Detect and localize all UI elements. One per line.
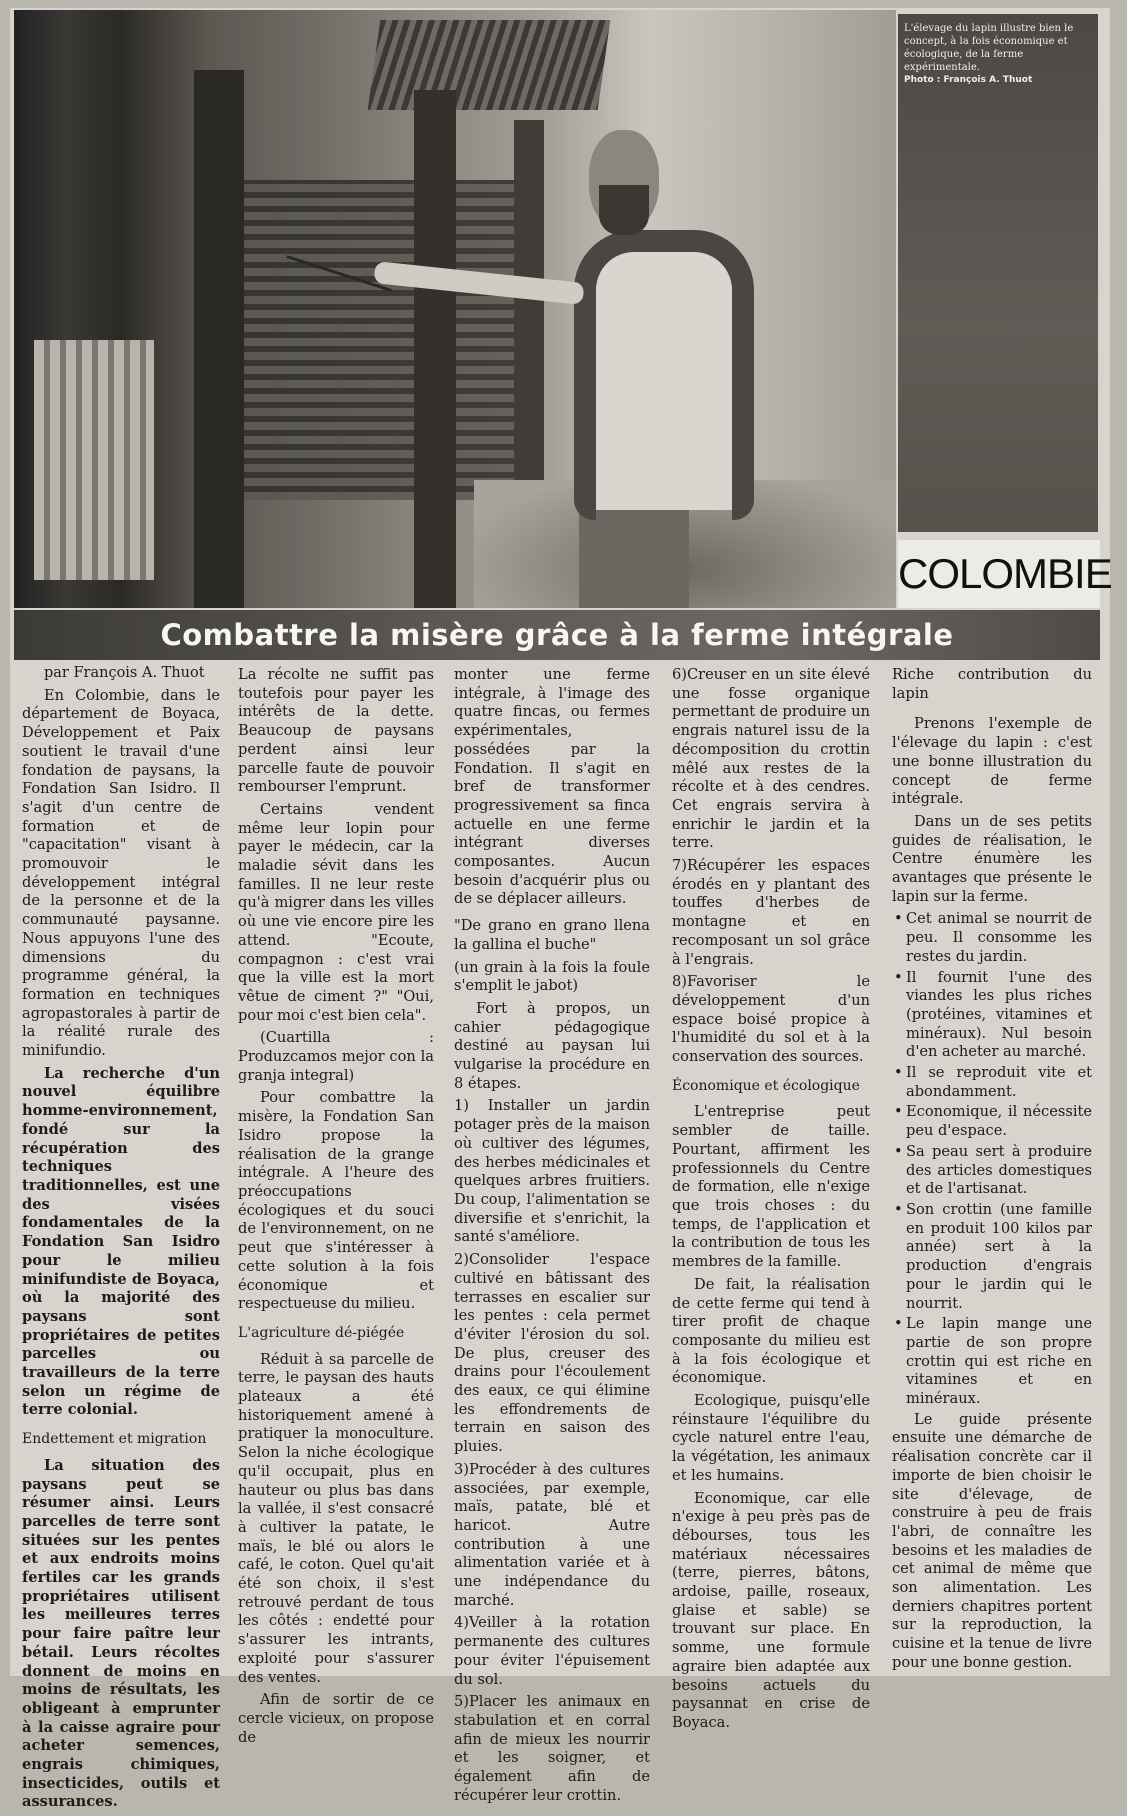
list-item: • Son crottin (une famille en produit 100 kilos par année) sert à la production d'engrais pour le jardin qui le nourrit.	[906, 1201, 1092, 1313]
article-column-4	[672, 666, 870, 1737]
paragraph: monter une ferme intégrale, à l'image des quatre fincas, ou fermes expérimentales, possédées par la Fondation. Il s'agit en bref de transformer progressivement sa finca actuelle en une ferme intégrant diverses composantes. Aucun besoin d'acquérir plus ou de se déplacer ailleurs.	[454, 666, 650, 908]
photo-caption-text: L'élevage du lapin illustre bien le concept, à la fois économique et écologique, de la ferme expérimentale.	[904, 23, 1074, 73]
paragraph: L'entreprise peut sembler de taille. Pourtant, affirment les professionnels du Centre de formation, elle n'exige que trois choses : du temps, de l'application et la contribution de tous les membres de la famille.	[672, 1103, 870, 1271]
list-item: • Le lapin mange une partie de son propre crottin qui est riche en vitamines et en minéraux.	[906, 1315, 1092, 1409]
paragraph: Le guide présente ensuite une démarche de réalisation concrète car il importe de bien choisir le site d'élevage, de construire à peu de frais l'abri, de connaître les besoins et les maladies de cet animal de même que son alimentation. Les derniers chapitres portent sur la reproduction, la cuisine et la tenue de livre pour une bonne gestion.	[892, 1410, 1092, 1671]
paragraph: Prenons l'exemple de l'élevage du lapin : c'est une bonne illustration du concept de ferme intégrale.	[892, 715, 1092, 808]
step: 3)Procéder à des cultures associées, par exemple, maïs, patate, blé et haricot. Autre contribution à une alimentation variée et à une indépendance du marché.	[454, 1460, 650, 1609]
paragraph: (Cuartilla : Produzcamos mejor con la granja integral)	[238, 1029, 434, 1084]
step: 2)Consolider l'espace cultivé en bâtissant des terrasses en escalier sur les pentes : cela permet d'éviter l'érosion du sol. De plus, creuser des drains pour l'écoulement des eaux, ce qui élimine les effondrements de terrain en saison des pluies.	[454, 1251, 650, 1456]
subheading: L'agriculture dé-piégée	[238, 1324, 405, 1341]
photo-post	[194, 70, 244, 608]
photo-post	[414, 90, 456, 608]
headline-bar	[14, 610, 1100, 660]
subheading: Riche contribution du lapin	[892, 666, 1092, 702]
subheading: Endettement et migration	[22, 1431, 207, 1448]
paragraph: Fort à propos, un cahier pédagogique destiné au paysan lui vulgarise la procédure en 8 étapes.	[454, 999, 650, 1092]
quote-french: (un grain à la fois la foule s'emplit le jabot)	[454, 958, 650, 995]
paragraph: Economique, car elle n'exige à peu près pas de débourses, tous les matériaux nécessaires (terre, pierres, bâtons, ardoise, paille, roseaux, glaise et sable) se trouvant sur place. En somme, une formule agraire bien adaptée aux besoins actuels du paysannat en crise de Boyaca.	[672, 1489, 870, 1731]
photo-caption-box	[898, 14, 1098, 532]
photo-man-sweater	[574, 230, 754, 520]
photo-man-beard	[599, 185, 649, 235]
photo-roof	[368, 20, 611, 110]
paragraph: Certains vendent même leur lopin pour payer le médecin, car la maladie sévit dans les familles. Il ne leur reste qu'à migrer dans les villes où une vie encore pire les attend. "Ecoute, compagnon : c'est vrai que la ville est la mort vêtue de ciment ?" "Oui, pour moi c'est bien cela".	[238, 800, 434, 1024]
step: 5)Placer les animaux en stabulation et en corral afin de mieux les nourrir et les soigner, et également afin de récupérer leur crottin.	[454, 1693, 650, 1804]
paragraph: Dans un de ses petits guides de réalisation, le Centre énumère les avantages que présente le lapin sur la ferme.	[892, 812, 1092, 905]
article-column-1	[22, 664, 220, 1816]
article-column-3	[454, 666, 650, 1809]
headline: Combattre la misère grâce à la ferme intégrale	[160, 618, 954, 652]
paragraph: Réduit à sa parcelle de terre, le paysan des hauts plateaux a été historiquement amené à pratiquer la monoculture. Selon la niche écologique qu'il occupait, plus en hauteur ou plus bas dans la vallée, il s'est consacré à cultiver la patate, le maïs, le blé ou alors le café, le coton. Quel qu'ait été son choix, il s'est retrouvé perdant de tous les côtés : endetté pour s'assurer les intrants, exploité pour s'assurer des ventes.	[238, 1350, 434, 1686]
paragraph: De fait, la réalisation de cette ferme qui tend à tirer profit de chaque composante du milieu est à la fois écologique et économique.	[672, 1275, 870, 1387]
paragraph: La récolte ne suffit pas toutefois pour payer les intérêts de la dette. Beaucoup de paysans perdent ainsi leur parcelle faute de pouvoir rembourser l'emprunt.	[238, 666, 434, 796]
subheading: Économique et écologique	[672, 1077, 860, 1094]
step: 1) Installer un jardin potager près de la maison où cultiver des légumes, des herbes médicinales et quelques arbres fruitiers. Du coup, l'alimentation se diversifie et s'enrichit, la santé s'améliore.	[454, 1097, 650, 1246]
rabbit-advantages-list	[892, 910, 1092, 1408]
step: 6)Creuser en un site élevé une fosse organique permettant de produire un engrais naturel issu de la décomposition du crottin mêlé aux restes de la récolte et à des cendres. Cet engrais servira à enrichir le jardin et la terre.	[672, 666, 870, 852]
photo-rabbit-cages	[244, 180, 534, 500]
article-column-2	[238, 666, 434, 1751]
list-item: • Economique, il nécessite peu d'espace.	[906, 1103, 1092, 1140]
photo-caption	[904, 22, 1094, 87]
paragraph: La recherche d'un nouvel équilibre homme-environnement, fondé sur la récupération des techniques traditionnelles, est une des visées fondamentales de la Fondation San Isidro pour le milieu minifundiste de Boyaca, où la majorité des paysans sont propriétaires de petites parcelles ou travailleurs de la terre selon un régime de terre colonial.	[22, 1064, 220, 1419]
paragraph: En Colombie, dans le département de Boyaca, Développement et Paix soutient le travail d'une fondation de paysans, la Fondation San Isidro. Il s'agit d'un centre de formation et de "capacitation" visant à promouvoir le développement intégral de la personne et de la communauté paysanne. Nous appuyons l'une des dimensions du programme général, la formation en techniques agropastorales à partir de la réalité rurale des minifundio.	[22, 686, 220, 1060]
step: 4)Veiller à la rotation permanente des cultures pour éviter l'épuisement du sol.	[454, 1614, 650, 1688]
paragraph: Pour combattre la misère, la Fondation San Isidro propose la réalisation de la grange intégrale. A l'heure des préoccupations écologiques et du souci de l'environnement, on ne peut que s'intéresser à cette solution à la fois économique et respectueuse du milieu.	[238, 1089, 434, 1313]
paragraph: La situation des paysans peut se résumer ainsi. Leurs parcelles de terre sont situées sur les pentes et aux endroits moins fertiles car les grands propriétaires utilisent les meilleures terres pour faire paître leur bétail. Leurs récoltes donnent de moins en moins de résultats, les obligeant à emprunter à la caisse agraire pour acheter semences, engrais chimiques, insecticides, outils et assurances.	[22, 1456, 220, 1811]
paragraph: Ecologique, puisqu'elle réinstaure l'équilibre du cycle naturel entre l'eau, la végétation, les animaux et les humains.	[672, 1392, 870, 1484]
photo-credit: Photo : François A. Thuot	[904, 75, 1033, 85]
byline: par François A. Thuot	[44, 665, 205, 681]
step: 7)Récupérer les espaces érodés en y plantant des touffes d'herbes de montagne et en recomposant un sol grâce à l'engrais.	[672, 857, 870, 968]
photo-fence	[34, 340, 154, 580]
article-column-5	[892, 666, 1092, 1677]
country-label: COLOMBIE	[898, 540, 1100, 608]
list-item: • Cet animal se nourrit de peu. Il consomme les restes du jardin.	[906, 910, 1092, 966]
list-item: • Il fournit l'une des viandes les plus riches (protéines, vitamines et minéraux). Nul besoin d'en acheter au marché.	[906, 969, 1092, 1063]
photo-post	[514, 120, 544, 500]
step: 8)Favoriser le développement d'un espace boisé propice à l'humidité du sol et à la conservation des sources.	[672, 973, 870, 1066]
list-item: • Il se reproduit vite et abondamment.	[906, 1064, 1092, 1101]
photo-rabbit-farm	[14, 10, 896, 608]
list-item: • Sa peau sert à produire des articles domestiques et de l'artisanat.	[906, 1143, 1092, 1199]
quote-spanish: "De grano en grano llena la gallina el buche"	[454, 917, 650, 953]
paragraph: Afin de sortir de ce cercle vicieux, on propose de	[238, 1691, 434, 1746]
